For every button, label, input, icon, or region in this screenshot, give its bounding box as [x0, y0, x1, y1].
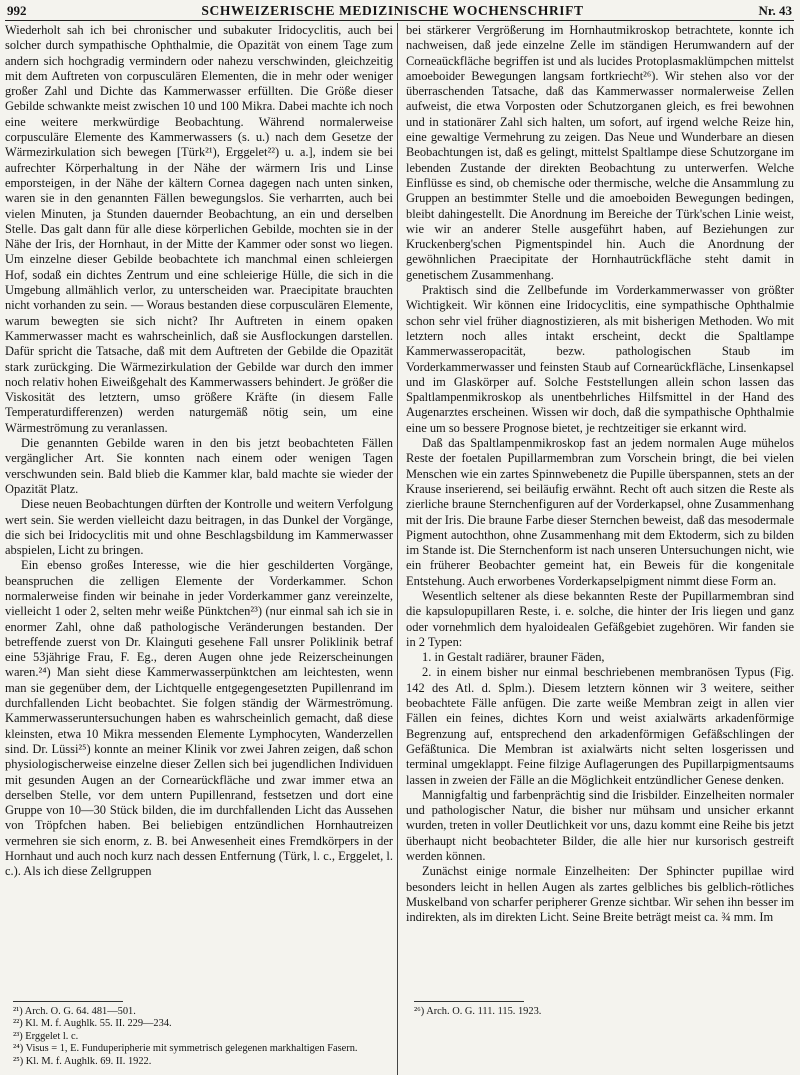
footnotes: [406, 1006, 794, 1018]
page-number: 992: [7, 3, 27, 18]
footnote: ²⁶) Arch. O. G. 111. 115. 1923.: [414, 1006, 542, 1017]
footnote: ²⁴) Visus = 1, E. Funduperipherie mit symmetrisch gelegenen markhaltigen Fasern.: [13, 1043, 358, 1055]
left-column: [5, 23, 393, 1068]
footnote: ²⁵) Kl. M. f. Aughlk. 69. II. 1922.: [13, 1055, 152, 1067]
list-item: 1. in Gestalt radiärer, brauner Fäden,: [422, 650, 605, 665]
paragraph: Daß das Spaltlampenmikroskop fast an jedem normalen Auge mühelos Reste der foetalen Pupillarmembran zum Vorschein bringt, die bei vielen Menschen wie ein zartes Spinnwebenetz die Pupille überspannen, stets an der Krause inserierend, sei beiläufig erwähnt. Recht oft auch sitzen die Reste als zierliche braune Sternchenfiguren auf der Vorderkapsel, ohne Zusammenhang mit der Iris. Die braune Farbe dieser Sternchen beweist, daß das mesodermale Pigment autochthon, ohne Zusammenhang mit dem Ektoderm, sich zu bilden im Stande ist. Die Sternchenform ist nach unseren Untersuchungen nicht, wie ein früherer Beobachter gemeint hat, ein Beweis für die kongenitale Entstehung. Auch erworbenes Vorderkapselpigment nimmt diese Form an.: [406, 436, 794, 588]
footnote: ²³) Erggelet l. c.: [13, 1030, 79, 1042]
paragraph: Wiederholt sah ich bei chronischer und subakuter Iridocyclitis, auch bei solcher durch sympathische Ophthalmie, die Opazität von einem Tage zum andern sich hochgradig vermindern oder nahezu verschwinden, gleichzeitig mit dem Auftreten von corpusculären Elementen, die in mehr oder weniger großer Zahl und Dichte das Kammerwasser erfüllten. Die Größe dieser Gebilde schwankte meist zwischen 10 und 100 Mikra. Dabei machte ich noch eine weitere merkwürdige Beobachtung. Während normalerweise corpusculäre Elemente des Kammerwassers (s. u.) nach dem Gesetze der Wärmezirkulation sich bewegen [Türk²¹), Erggelet²²) u. a.], indem sie bei aufrechter Körperhaltung in der Nähe der wärmern Iris und Linse emporsteigen, in der Nähe der kältern Cornea dagegen nach unten sinken, waren sie in den genannten Fällen bewegungslos. Sie verharrten, auch bei vielen Minuten, ja Stunden dauernder Beobachtung, an ein und derselben Stelle. Das galt dann für alle diese körperlichen Gebilde, mochten sie in der Nähe der Iris, der Hornhaut, in der Mitte der Kammer oder sonst wo liegen. Um einzelne dieser Gebilde beobachtete ich manchmal einen schleiergen Hof, sodaß ein dichtes Zentrum und eine schleierige Hülle, die sich in die Umgebung allmählich verlor, zu unterscheiden war. Praecipitate brauchten nicht vorhanden zu sein. — Woraus bestanden diese corpusculären Elemente, warum bewegten sie sich nicht? Ihr Auftreten in einem opaken Kammerwasser macht es wahrscheinlich, daß sie Ausflockungen darstellen. Dafür spricht die Tatsache, daß mit dem Auftreten der Gebilde die Opazität stark zurückging. Die Wärmezirkulation der Gebilde war durch den immer noch relativ hohen Eiweißgehalt des Kammerwassers behindert. Je größer die Viskosität des letztern, umso größere Kräfte (in diesem Falle Temperaturdifferenzen) werden naturgemäß nötig sein, um eine Wärmeströmung zu veranlassen.: [5, 23, 393, 435]
paragraph: Zunächst einige normale Einzelheiten: Der Sphincter pupillae wird besonders leicht in hellen Augen als zartes gelbliches bis gelblich-rötliches Muskelband von scharfer peripherer Grenze sichtbar. Wir sehen ihn besser im indirekten, als im direkten Licht. Seine Breite beträgt meist ca. ¾ mm. Im: [406, 864, 794, 925]
paragraph: Praktisch sind die Zellbefunde im Vorderkammerwasser von größter Wichtigkeit. Wir können eine Iridocyclitis, eine sympathische Ophthalmie schon sehr viel früher diagnostizieren, als mit bisherigen Methoden. Wo mit letztern noch alles intakt erscheint, deckt die Spaltlampe Kammerwasseropacität, bezw. pathologischen Staub im Vorderkammerwasser und feinsten Staub auf Cornearückfläche, Linsenkapsel und im Glaskörper auf. Solche Feststellungen allein schon lassen das Spaltlampenmikroskop als unentbehrliches Hilfsmittel in der Hand des Augenarztes erscheinen. Wissen wir doch, daß die sympathische Ophthalmie eine um so bessere Prognose bietet, je rechtzeitiger sie erkannt wird.: [406, 283, 794, 435]
column-divider: [397, 23, 398, 1075]
list-item: 2. in einem bisher nur einmal beschriebenen membranösen Typus (Fig. 142 des Atl. d. Splm.). Diesem letztern können wir 3 weitere, seither beobachtete Fälle anfügen. Die zarte weiße Membran zeigt in allen vier Fällen ein feines, dichtes Korn und weist axialwärts arkadenförmige Begrenzung auf, entsprechend den arkadenförmigen Gefäßschlingen der Gefäßtunica. Die Membran ist axialwärts nicht selten losgerissen und terminal umgeklappt. Feine filzige Auflagerungen des Pupillarpigmentsaums lassen in zweien der Fälle an die Möglichkeit entzündlicher Genese denken.: [406, 665, 794, 787]
paragraph: Die genannten Gebilde waren in den bis jetzt beobachteten Fällen vergänglicher Art. Sie konnten nach einem oder wenigen Tagen verschwunden sein. Bald blieb die Kammer klar, bald machte sie wieder der Opazität Platz.: [5, 436, 393, 496]
paragraph: Diese neuen Beobachtungen dürften der Kontrolle und weitern Verfolgung wert sein. Sie werden vielleicht dazu beitragen, in das Dunkel der Vorgänge, die sich bei Iridocyclitis mit und ohne Beschlagsbildung im Kammerwasser abspielen, Licht zu bringen.: [5, 497, 393, 558]
page-header: [5, 3, 794, 21]
left-column-text: [5, 23, 393, 995]
journal-title: SCHWEIZERISCHE MEDIZINISCHE WOCHENSCHRIFT: [201, 3, 584, 18]
two-column-body: [5, 23, 794, 1068]
paragraph: bei stärkerer Vergrößerung im Hornhautmikroskop betrachtete, konnte ich nachweisen, daß jede einzelne Zelle im ständigen Herumwandern auf der Corneaückfläche begriffen ist und als lucides Protoplasmaklümpchen mittelst amoeboider Bewegungen langsam fortkriecht²⁶). Wir stehen also vor der überraschenden Tatsache, daß das Kammerwasser normalerweise Zellen aufweist, die etwa Vorposten oder Schutzorganen gleich, es frei bewohnen und in stationärer Zahl sich halten, um sofort, auf irgend welche Reize hin, eine gewaltige Vermehrung zu zeigen. Das Neue und Wunderbare an diesen Beobachtungen ist, daß es gelingt, mittelst Spaltlampe diese Schutzorgane im lebenden Zustande der direkten Beobachtung zu unterwerfen. Welche Einflüsse es sind, ob chemische oder thermische, welche die Ansammlung zu Gruppen an bestimmter Stelle und die amoeboiden Bewegungen bedingen, bleibt dahingestellt. Die Anordnung im Bereiche der Türk'schen Linie weist, wie wir an anderer Stelle ausgeführt haben, auf Beziehungen zur Kruckenberg'schen Pigmentspindel hin. Auch die Anordnung der gewöhnlichen Praecipitate der Hornhautrückfläche steht damit in genetischem Zusammenhang.: [406, 23, 794, 282]
footnote: ²²) Kl. M. f. Aughlk. 55. II. 229—234.: [13, 1018, 172, 1030]
right-column-text: [406, 23, 794, 995]
issue-number: Nr. 43: [758, 3, 792, 18]
paragraph: Mannigfaltig und farbenprächtig sind die Irisbilder. Einzelheiten normaler und pathologischer Natur, die bisher nur mühsam und unsicher erkannt wurden, treten in voller Deutlichkeit vor uns, dazu kommt eine Reihe bis jetzt überhaupt nicht beobachteter Bilder, die alle hier nur kursorisch gestreift werden können.: [406, 787, 794, 864]
paragraph: Wesentlich seltener als diese bekannten Reste der Pupillarmembran sind die kapsulopupillaren Reste, i. e. solche, die hinter der Iris liegen und ganz oder vornehmlich dem hyaloidealen Gefäßgebiet zugehören. Wir fanden sie in 2 Typen:: [406, 588, 794, 649]
footnotes: [5, 1006, 393, 1068]
footnote-rule: [414, 1001, 524, 1002]
footnote: ²¹) Arch. O. G. 64. 481—501.: [13, 1006, 136, 1017]
footnote-rule: [13, 1001, 123, 1002]
right-column: [406, 23, 794, 1068]
paragraph: Ein ebenso großes Interesse, wie die hier geschilderten Vorgänge, beanspruchen die zelligen Elemente der Vorderkammer. Schon normalerweise finden wir beinahe in jeder Vorderkammer ganz vereinzelte, vielleicht 1 oder 2, selten mehr weiße Pünktchen²³) (nur einmal sah ich sie in enormer Zahl, ohne daß pathologische Veränderungen bestanden. Der betreffende zuerst von Dr. Klainguti gesehene Fall unsrer Poliklinik betraf eine 53jährige Frau, F. Eg., deren Augen ohne jede Reizerscheinungen waren.²⁴) Man sieht diese Kammerwasserpünktchen am leichtesten, wenn man sie gegenüber dem, der Lichtquelle entgegengesetzten Pupillenrand im durchfallenden Licht beobachtet. Sie folgen ständig der Wärmeströmung. Kammerwasseruntersuchungen haben es wahrscheinlich gemacht, daß diese kleinsten, etwa 10 Mikra messenden Elemente Lymphocyten, Wanderzellen sind. Dr. Lüssi²⁵) konnte an meiner Klinik vor zwei Jahren zeigen, daß schon physiologischerweise einzelne dieser Zellen sich bei jugendlichen Individuen mit gesunden Augen an der Cornearückfläche und zwar immer etwa an derselben Stelle, vor dem untern Pupillenrand, festsetzen und dort eine Gruppe von 10—30 Stück bilden, die im durchfallenden Licht das Aussehen von Tröpfchen haben. Bei beliebigen entzündlichen Hornhautreizen vermehren sie sich enorm, z. B. bei Anwesenheit eines Fremdkörpers in der Hornhaut und auch noch kurz nach dessen Entfernung (Türk, l. c., Erggelet, l. c.). Als ich diese Zellgruppen: [5, 558, 393, 879]
